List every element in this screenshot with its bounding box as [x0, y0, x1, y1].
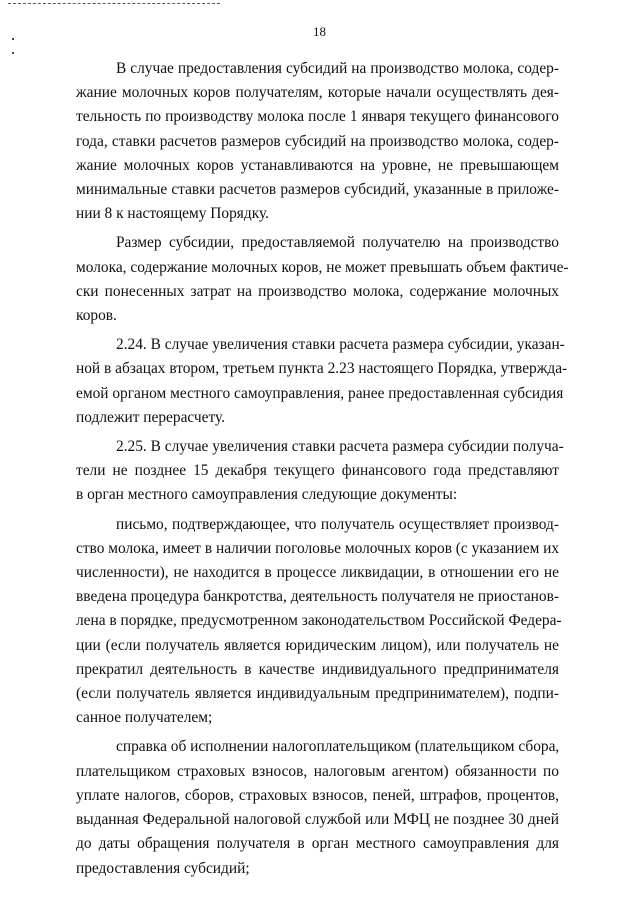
- scan-mark: [12, 52, 14, 54]
- paragraph: [76, 513, 562, 731]
- paragraph: [76, 735, 559, 880]
- text-line: Размер субсидии, предоставляемой получателю на производство: [116, 234, 559, 252]
- text-line: лена в порядке, предусмотренном законодательством Российской Федера-: [76, 612, 562, 630]
- paragraph: [76, 333, 568, 430]
- text-line: жание молочных коров устанавливаются на уровне, не превышающем: [76, 156, 559, 174]
- text-line: (если получатель является индивидуальным предпринимателем), подпи-: [76, 685, 559, 703]
- text-line: выданная Федеральной налоговой службой или МФЦ не позднее 30 дней: [76, 811, 559, 829]
- text-line: ции (если получатель является юридическим лицом), или получатель не: [76, 636, 559, 654]
- text-line: санное получателем;: [76, 709, 213, 727]
- paragraph: [76, 435, 564, 508]
- page-number: 18: [313, 24, 326, 39]
- text-line: тели не позднее 15 декабря текущего финансового года представляют: [76, 462, 559, 480]
- text-line: предоставления субсидий;: [76, 859, 250, 877]
- text-line: ство молока, имеет в наличии поголовье молочных коров (с указанием их: [76, 539, 560, 557]
- document-body: [76, 57, 569, 886]
- text-line: ной в абзацах втором, третьем пункта 2.23 настоящего Порядка, утвержда-: [76, 360, 568, 378]
- text-line: минимальные ставки расчетов размеров субсидий, указанные в приложе-: [76, 181, 559, 199]
- text-line: введена процедура банкротства, деятельность получателя не приостанов-: [76, 588, 559, 606]
- text-line: нии 8 к настоящему Порядку.: [76, 205, 269, 223]
- text-line: жание молочных коров получателям, которые начали осуществлять дея-: [76, 84, 559, 102]
- text-line: тельность по производству молока после 1 января текущего финансового: [76, 108, 559, 126]
- text-line: в орган местного самоуправления следующие документы:: [76, 486, 458, 504]
- text-line: 2.24. В случае увеличения ставки расчета размера субсидии, указан-: [116, 336, 565, 354]
- text-line: прекратил деятельность в качестве индивидуального предпринимателя: [76, 660, 559, 678]
- text-line: подлежит перерасчету.: [76, 408, 226, 426]
- text-line: письмо, подтверждающее, что получатель осуществляет производ-: [116, 515, 559, 533]
- paragraph: [76, 57, 559, 226]
- top-scan-line: [8, 3, 220, 4]
- text-line: до даты обращения получателя в орган местного самоуправления для: [76, 835, 559, 853]
- text-line: справка об исполнении налогоплательщиком (плательщиком сбора,: [116, 738, 560, 756]
- text-line: коров.: [76, 307, 117, 325]
- text-line: емой органом местного самоуправления, ранее предоставленная субсидия: [76, 384, 564, 402]
- text-line: 2.25. В случае увеличения ставки расчета размера субсидии получа-: [116, 438, 564, 456]
- text-line: ски понесенных затрат на производство молока, содержание молочных: [76, 282, 559, 300]
- paragraph: [76, 231, 569, 328]
- text-line: численности), не находится в процессе ликвидации, в отношении его не: [76, 564, 559, 582]
- text-line: года, ставки расчетов размеров субсидий на производство молока, содер-: [76, 132, 559, 150]
- text-line: уплате налогов, сборов, страховых взносов, пеней, штрафов, процентов,: [76, 786, 559, 804]
- text-line: молока, содержание молочных коров, не может превышать объем фактиче-: [76, 258, 569, 276]
- text-line: В случае предоставления субсидий на производство молока, содер-: [116, 60, 559, 77]
- text-line: плательщиком страховых взносов, налоговым агентом) обязанности по: [76, 762, 559, 780]
